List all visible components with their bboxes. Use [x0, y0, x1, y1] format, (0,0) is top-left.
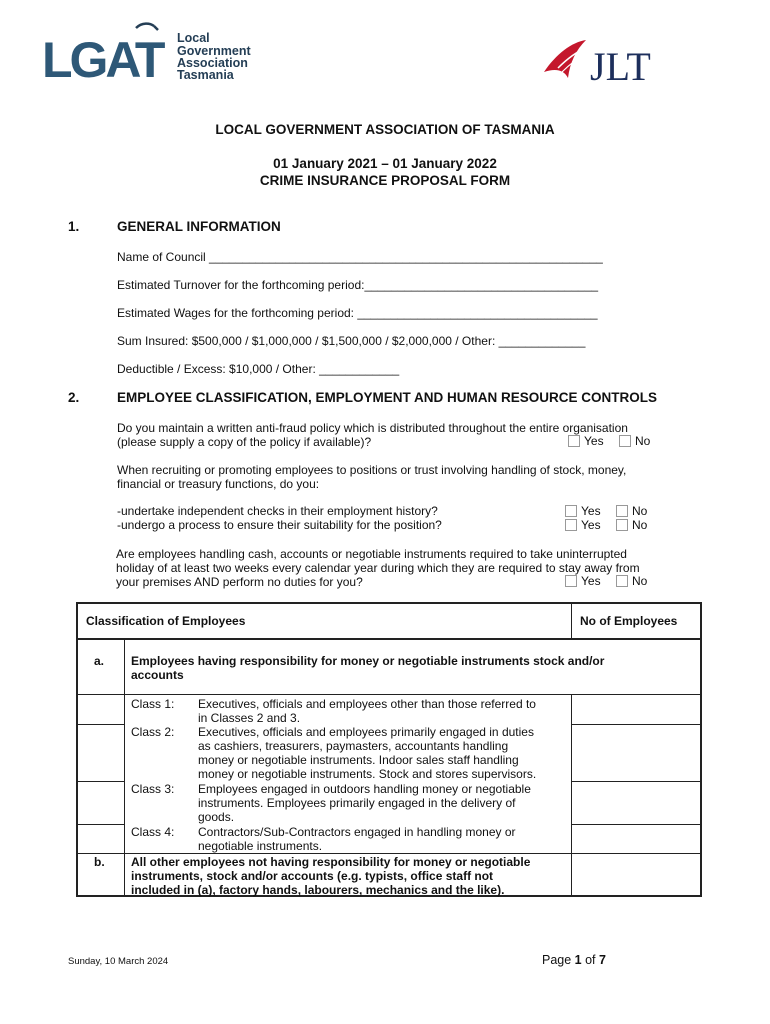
question-line: Do you maintain a written anti-fraud policy which is distributed throughout the entire organisation: [117, 421, 628, 435]
lgat-text-line: Tasmania: [177, 68, 234, 80]
table-header-count: No of Employees: [580, 614, 678, 628]
suitability-no[interactable]: No: [616, 518, 647, 532]
row-a-line: accounts: [131, 668, 184, 682]
class-1-label: Class 1:: [131, 697, 175, 711]
class-line: negotiable instruments.: [198, 839, 323, 853]
table-rule: [77, 824, 124, 825]
checkbox[interactable]: [616, 505, 628, 517]
checkbox[interactable]: [568, 435, 580, 447]
row-b-line: All other employees not having responsibility for money or negotiable: [131, 855, 531, 869]
turnover-field[interactable]: Estimated Turnover for the forthcoming period:___________________________________: [117, 278, 599, 292]
recruiting-items: [117, 504, 557, 532]
table-rule: [77, 781, 124, 782]
row-b-line: included in (a), factory hands, labourers, mechanics and the like).: [131, 883, 505, 897]
class-3-text: [198, 782, 531, 824]
row-a-line: Employees having responsibility for money or negotiable instruments stock and/or: [131, 654, 605, 668]
lgat-text-line: Government: [177, 44, 251, 58]
question-line: When recruiting or promoting employees to positions or trust involving handling of stock, money,: [117, 463, 627, 477]
holiday-yes[interactable]: Yes: [565, 574, 601, 588]
recruiting-question: [117, 463, 677, 491]
question-line: financial or treasury functions, do you:: [117, 477, 320, 491]
table-header-classification: Classification of Employees: [86, 614, 246, 628]
antifraud-no[interactable]: No: [619, 434, 650, 448]
class-line: Executives, officials and employees primarily engaged in duties: [198, 725, 534, 739]
jlt-sail-icon: [544, 40, 586, 78]
checkbox[interactable]: [616, 575, 628, 587]
checkbox[interactable]: [565, 575, 577, 587]
lgat-text-line: Local: [177, 31, 210, 45]
section-2-title: EMPLOYEE CLASSIFICATION, EMPLOYMENT AND HUMAN RESOURCE CONTROLS: [117, 390, 658, 405]
jlt-letters: JLT: [590, 44, 651, 86]
class-line: Employees engaged in outdoors handling money or negotiable: [198, 782, 531, 796]
holiday-no[interactable]: No: [616, 574, 647, 588]
policy-period: 01 January 2021 – 01 January 2022: [273, 156, 497, 171]
class-line: money or negotiable instruments. Stock and stores supervisors.: [198, 767, 537, 781]
question-line: (please supply a copy of the policy if available)?: [117, 435, 372, 449]
class-3-label: Class 3:: [131, 782, 175, 796]
class-line: as cashiers, treasurers, paymasters, accountants handling: [198, 739, 509, 753]
antifraud-yes[interactable]: Yes: [568, 434, 604, 448]
row-b-text: [131, 855, 571, 897]
sum-insured-field[interactable]: Sum Insured: $500,000 / $1,000,000 / $1,500,000 / $2,000,000 / Other: _____________: [117, 334, 586, 348]
class-line: Executives, officials and employees other than those referred to: [198, 697, 536, 711]
jlt-logo: [542, 38, 676, 86]
section-1-number: 1.: [68, 219, 80, 234]
section-2-number: 2.: [68, 390, 80, 405]
lgat-text-line: Association: [177, 56, 248, 70]
class-2-text: [198, 725, 536, 781]
checkbox[interactable]: [616, 519, 628, 531]
row-b-count-input[interactable]: [572, 854, 701, 895]
question-line: your premises AND perform no duties for you?: [116, 575, 363, 589]
class-4-text: [198, 825, 516, 853]
class-2-count-input[interactable]: [572, 725, 701, 781]
row-b-line: instruments, stock and/or accounts (e.g. typists, office staff not: [131, 869, 494, 883]
class-4-label: Class 4:: [131, 825, 175, 839]
footer-date: Sunday, 10 March 2024: [68, 956, 169, 967]
page-number: Page 1 of 7: [542, 953, 606, 967]
class-3-count-input[interactable]: [572, 782, 701, 824]
class-4-count-input[interactable]: [572, 825, 701, 853]
row-b-label: b.: [94, 855, 105, 869]
table-rule: [571, 603, 572, 639]
section-1-title: GENERAL INFORMATION: [117, 219, 281, 234]
question-line: Are employees handling cash, accounts or negotiable instruments required to take uninterrupted: [116, 547, 627, 561]
form-title: CRIME INSURANCE PROPOSAL FORM: [259, 173, 511, 188]
table-rule: [77, 638, 701, 640]
checkbox[interactable]: [619, 435, 631, 447]
wages-field[interactable]: Estimated Wages for the forthcoming period: ____________________________________: [117, 306, 598, 320]
deductible-field[interactable]: Deductible / Excess: $10,000 / Other: ____________: [117, 362, 400, 376]
table-rule: [124, 639, 125, 896]
question-line: holiday of at least two weeks every calendar year during which they are required to stay away from: [116, 561, 640, 575]
checks-no[interactable]: No: [616, 504, 647, 518]
question-item: -undertake independent checks in their employment history?: [117, 504, 438, 518]
checkbox[interactable]: [565, 519, 577, 531]
class-1-count-input[interactable]: [572, 695, 701, 724]
council-name-field[interactable]: Name of Council ___________________________________________________________: [117, 250, 603, 264]
row-a-text: [131, 654, 651, 682]
table-rule: [77, 724, 124, 725]
class-line: instruments. Employees primarily engaged in the delivery of: [198, 796, 516, 810]
lgat-logo: [42, 22, 264, 80]
class-line: money or negotiable instruments. Indoor sales staff handling: [198, 753, 519, 767]
class-line: in Classes 2 and 3.: [198, 711, 301, 725]
checkbox[interactable]: [565, 505, 577, 517]
class-line: Contractors/Sub-Contractors engaged in handling money or: [198, 825, 516, 839]
lgat-letters: LGAT: [42, 32, 163, 80]
class-1-text: [198, 697, 536, 725]
row-a-label: a.: [94, 654, 105, 668]
checks-yes[interactable]: Yes: [565, 504, 601, 518]
question-item: -undergo a process to ensure their suitability for the position?: [117, 518, 442, 532]
suitability-yes[interactable]: Yes: [565, 518, 601, 532]
org-title: LOCAL GOVERNMENT ASSOCIATION OF TASMANIA: [215, 122, 555, 137]
class-2-label: Class 2:: [131, 725, 175, 739]
class-line: goods.: [198, 810, 235, 824]
